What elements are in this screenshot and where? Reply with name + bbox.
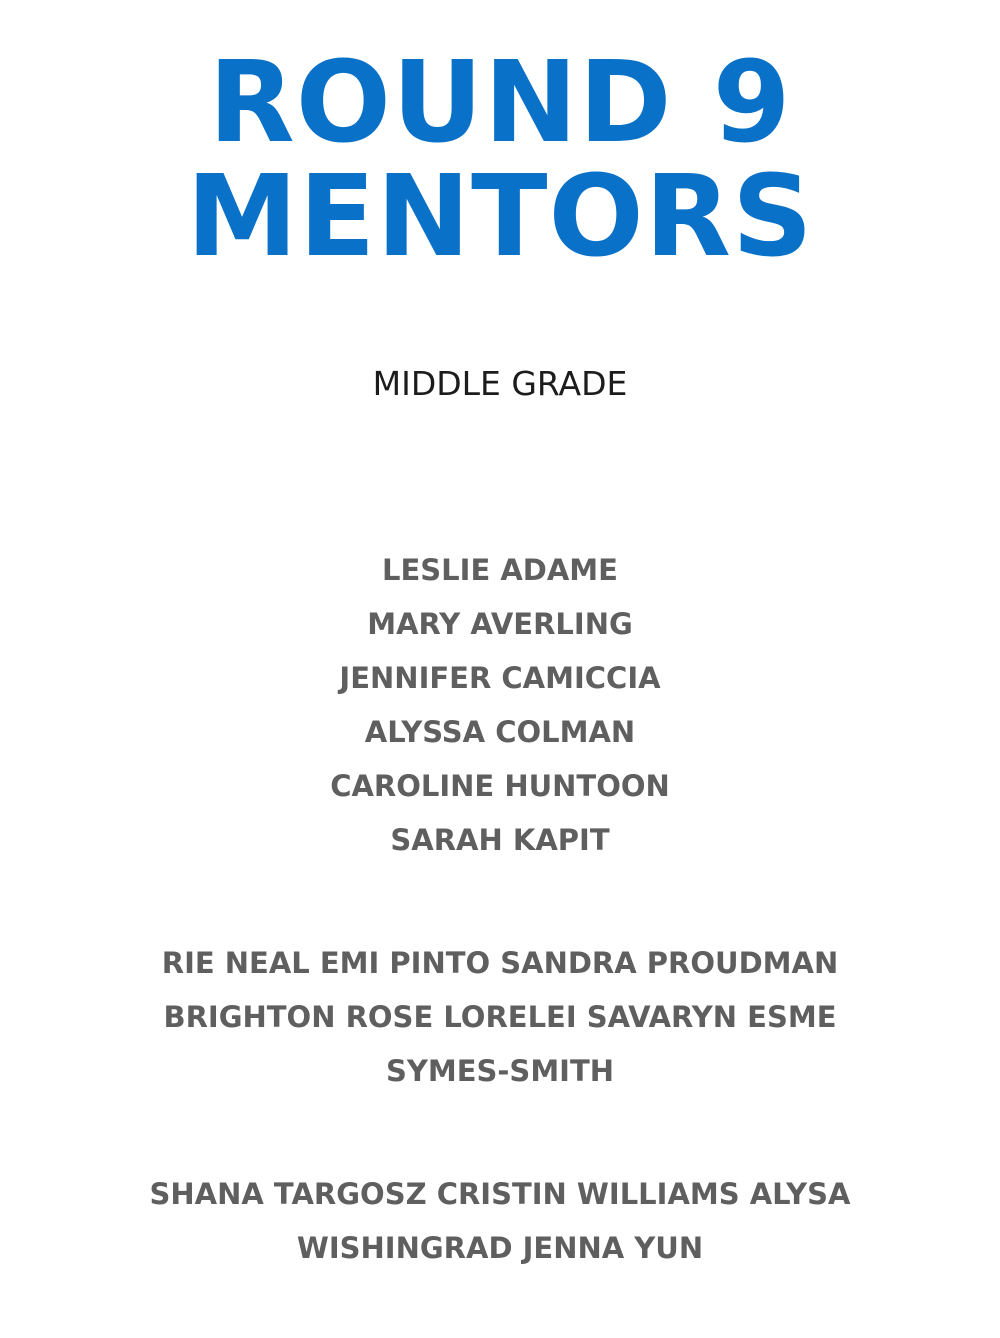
mentor-list bbox=[0, 543, 1000, 867]
mentor-name: JENNIFER CAMICCIA bbox=[339, 661, 661, 695]
mentor-name: LESLIE ADAME bbox=[382, 553, 618, 587]
mentor-paragraph-line: BRIGHTON ROSE LORELEI SAVARYN ESME bbox=[163, 1000, 837, 1034]
page-title-line-1: ROUND 9 bbox=[208, 38, 792, 168]
page-title-line-2: MENTORS bbox=[186, 152, 814, 282]
mentor-paragraph-1 bbox=[0, 936, 1000, 1098]
mentor-paragraph-line: SYMES-SMITH bbox=[385, 1054, 615, 1088]
mentor-name: ALYSSA COLMAN bbox=[364, 715, 636, 749]
mentor-paragraph-line: SHANA TARGOSZ CRISTIN WILLIAMS ALYSA bbox=[149, 1177, 851, 1211]
mentor-name: MARY AVERLING bbox=[367, 607, 633, 641]
category-heading: MIDDLE GRADE bbox=[372, 364, 628, 403]
mentor-paragraph-line: RIE NEAL EMI PINTO SANDRA PROUDMAN bbox=[161, 946, 839, 980]
mentor-paragraph-2 bbox=[0, 1167, 1000, 1275]
mentor-name: SARAH KAPIT bbox=[390, 823, 610, 857]
mentor-name: CAROLINE HUNTOON bbox=[330, 769, 670, 803]
mentor-paragraph-line: WISHINGRAD JENNA YUN bbox=[296, 1231, 704, 1265]
